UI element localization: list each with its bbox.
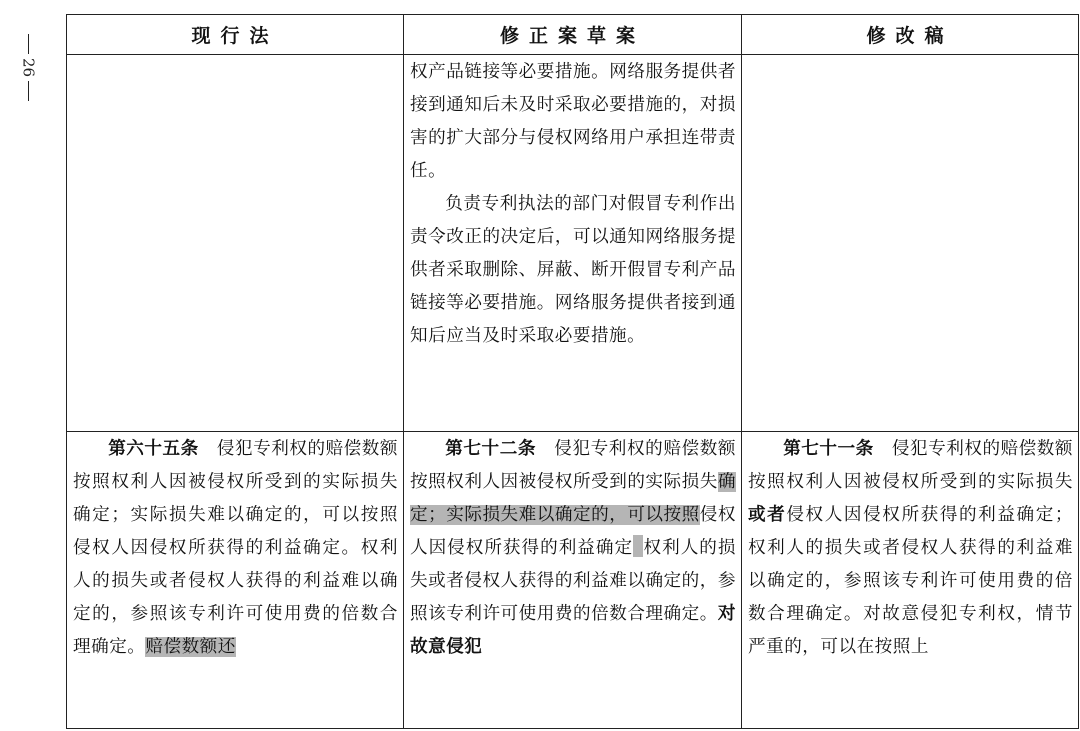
article-71-text-a: 侵犯专利权的赔偿数额按照权利人因被侵权所受到的实际损失 (748, 439, 1073, 492)
article-72-text-c: 权利人的损失或者侵权人获得的利益难以确定的，参照该专利许可使用费的倍数合理确定。 (410, 538, 736, 624)
header-current-law: 现行法 (67, 15, 404, 55)
page-number: 26 (19, 58, 38, 78)
article-65-highlight: 赔偿数额还 (145, 637, 236, 657)
page-number-margin (18, 30, 38, 105)
article-72-text-b: 侵权人因侵权所获得的利益确定 (410, 505, 736, 558)
article-71-paragraph (748, 433, 1073, 664)
header-revised-draft: 修改稿 (742, 15, 1079, 55)
row1-draft-paragraph-2: 负责专利执法的部门对假冒专利作出责令改正的决定后，可以通知网络服务提供者采取删除、屏蔽、断开假冒专利产品链接等必要措施。网络服务提供者接到通知后应当及时采取必要措施。 (410, 194, 736, 346)
article-72-text-a: 侵犯专利权的赔偿数额按照权利人因被侵权所受到的实际损失 (410, 439, 736, 492)
margin-dash-top (28, 34, 29, 54)
row1-revised-cell (742, 55, 1079, 432)
comparison-table (66, 14, 1079, 729)
header-row (67, 15, 1079, 55)
row2-draft-cell (404, 432, 742, 729)
article-71-bold-mid: 或者 (748, 505, 787, 525)
article-72-bold-tail: 对故意侵犯 (410, 604, 736, 657)
article-72-paragraph (410, 433, 736, 664)
article-71-title: 第七十一条 (783, 439, 874, 459)
row2-revised-cell (742, 432, 1079, 729)
margin-dash-bottom (28, 81, 29, 101)
row2-current-law-cell (67, 432, 404, 729)
article-72-highlight: 确定；实际损失难以确定的，可以按照 (410, 472, 736, 525)
table-row (67, 55, 1079, 432)
article-65-text: 侵犯专利权的赔偿数额按照权利人因被侵权所受到的实际损失确定；实际损失难以确定的，可以按照侵权人因侵权所获得的利益确定。权利人的损失或者侵权人获得的利益难以确定的，参照该专利许可使用费的倍数合理确定。 (73, 439, 398, 657)
row1-current-law-cell (67, 55, 404, 432)
article-71-text-b: 侵权人因侵权所获得的利益确定；权利人的损失或者侵权人获得的利益难以确定的，参照该专利许可使用费的倍数合理确定。对故意侵犯专利权，情节严重的，可以在按照上 (748, 505, 1073, 657)
table-row (67, 432, 1079, 729)
article-65-title: 第六十五条 (108, 439, 199, 459)
article-65-paragraph (73, 433, 398, 664)
header-draft-amendment: 修正案草案 (404, 15, 742, 55)
article-72-title: 第七十二条 (445, 439, 537, 459)
row1-draft-cell (404, 55, 742, 432)
article-72-deletion-mark (633, 535, 643, 557)
row1-draft-paragraph-1: 权产品链接等必要措施。网络服务提供者接到通知后未及时采取必要措施的，对损害的扩大部分与侵权网络用户承担连带责任。 (410, 62, 736, 181)
